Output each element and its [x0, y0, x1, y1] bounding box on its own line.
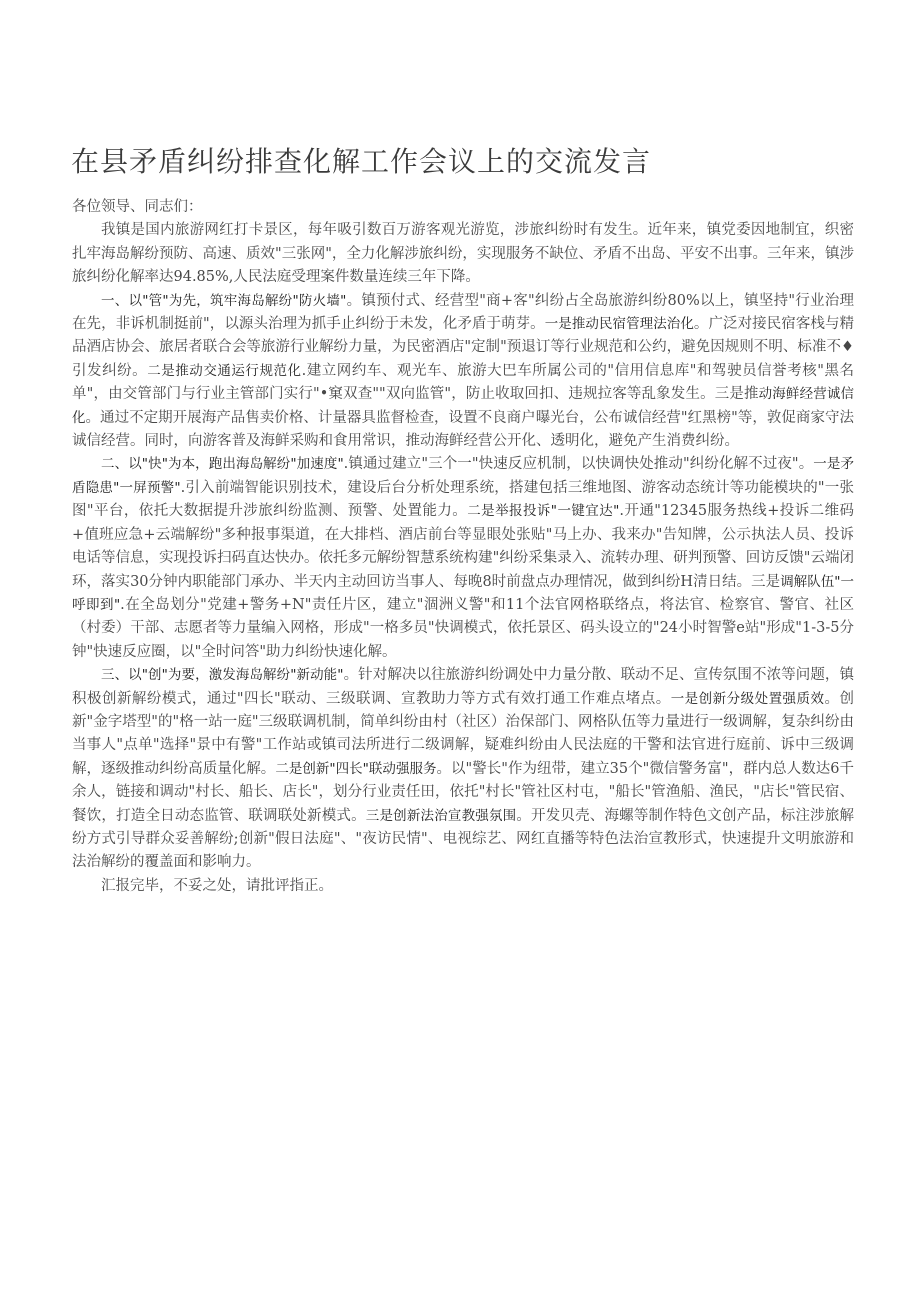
- section-2-heading: 二、以"快"为本，跑出海岛解纷"加速度": [101, 456, 344, 473]
- section-2-point-3: 调解队伍"一呼即到": [72, 573, 854, 613]
- document-body: [72, 196, 854, 898]
- section-3-text-4: 。开发贝壳、海螺等制作特色文创产品，标注涉旅解纷方式引导群众妥善解纷;创新"假日法庭"、"夜访民情"、电视综艺、网红直播等特色法治宣教形式，快速提升文明旅游和法治解纷的覆盖面和影响力。: [72, 807, 855, 871]
- document-title: 在县矛盾纠纷排查化解工作会议上的交流发言: [71, 145, 652, 178]
- section-1-point-3: 动海鲜经营诚信化: [72, 386, 854, 426]
- salutation: 各位领导、同志们：: [72, 199, 203, 215]
- section-1-point-1: 一是推动民宿管理法治化: [544, 316, 694, 333]
- section-3-text-3: 。以"警长"作为纽带，建立35个"微信警务富"，群内总人数达6千余人，链接和调动"村长、船长、店长"，划分行业责任田，依托"村长"管社区村屯，"船长"管渔船、渔民，"店长"管民宿、餐饮，打造全日动态监管、联调联处新模式。: [72, 760, 855, 824]
- section-3-point-2: 二是创新"四长"联动强服务: [275, 760, 437, 777]
- section-3-text-1: 。针对解决以往旅游纠纷调处中力量分散、联动不足、宣传氛围不浓等问题，镇积极创新解纷模式，通过"四长"联动、三级联调、宣教助力等方式有效打通工作难点堵点。: [72, 667, 854, 707]
- section-1-text-1: 。镇预付式、经营型"商+客"纠纷占全岛旅游纠纷80%以上，镇坚持"行业治理在先，非诉机制挺前"，以源头治理为抓手止纠纷于未发，化矛盾于萌芽。: [72, 292, 855, 333]
- section-2-text-1: .镇通过建立"三个一"快速反应机制，以快调快处推动"纠纷化解不过夜"。: [343, 456, 814, 473]
- section-2-point-1: 一是矛盾隐患"一屏预警": [72, 456, 854, 496]
- section-3-heading: 三、以"创"为要，激发海岛解纷"新动能": [101, 667, 344, 684]
- section-1-text-2: 。广泛对接民宿客栈与精品酒店协会、旅居者联合会等旅游行业解纷力量，为民密酒店"定制"预退订等行业规范和公约，避免因规则不明、标准不♦引发纠纷。: [72, 316, 855, 379]
- section-2-text-3: .开通"12345服务热线+投诉二维码+值班应急+云端解纷"多种报事渠道，在大排档、酒店前台等显眼处张贴"马上办、我来办"告知牌，公示执法人员、投诉电话等信息，实现投诉扫码直达快办。依托多元解纷智慧系统构建"纠纷采集录入、流转办理、研判预警、回访反馈"云端闭环，落实30分钟内职能部门承办、半天内主动回访当事人、每晚8时前盘点办理情况，做到纠纷H清日结。三是: [72, 503, 854, 590]
- closing-paragraph: 汇报完毕，不妥之处，请批评指正。: [101, 877, 333, 894]
- section-2-text-2: .引入前端智能识别技术，建设后台分析处理系统，搭建包括三维地图、游客动态统计等功能模块的"一张图"平台，依托大数据提升涉旅纠纷监测、预警、处置能力。: [72, 479, 854, 520]
- section-1-heading: 一、以"管"为先，筑牢海岛解纷"防火墙": [101, 292, 347, 309]
- section-2-point-2: 二是举报投诉"一键宜达": [467, 503, 620, 520]
- section-2-paragraph: [72, 453, 854, 664]
- section-1-text-3: .建立网约车、观光车、旅游大巴车所属公司的"信用信息库"和驾驶员信誉考核"黑名单"，由交管部门与行业主管部门实行"•窠双查""双向监管"，防止收取回扣、违规拉客等乱象发生。三是推: [72, 362, 855, 403]
- section-3-text-2: 。创新"金字塔型"的"格一站一庭"三级联调机制，简单纠纷由村（社区）治保部门、网格队伍等力量进行一级调解，复杂纠纷由当事人"点单"选择"景中有警"工作站或镇司法所进行二级调解，疑难纠纷由人民法庭的干警和法官进行庭前、诉中三级调解，逐级推动纠纷高质量化解。: [72, 690, 855, 777]
- section-1-point-2: 二是推动交通运行规范化: [147, 362, 302, 379]
- section-1-paragraph: [72, 290, 854, 454]
- section-1-text-4: 。通过不定期开展海产品售卖价格、计量器具监督检查，设置不良商户曝光台，公布诚信经营"红黑榜"等，敦促商家守法诚信经营。同时，向游客普及海鲜采购和食用常识，推动海鲜经营公开化、透明化，避免产生消费纠纷。: [72, 409, 855, 450]
- section-3-point-3: 三是创新法治宣教强氛围: [365, 807, 517, 824]
- section-3-paragraph: [72, 664, 854, 875]
- section-2-text-4: .在全岛划分"党建+警务+N"责任片区，建立"涸洲义警"和11个法官网格联络点，将法官、检察官、警官、社区（村委）干部、志愿者等力量编入网格，形成"一格多员"快调模式，依托景区、码头设立的"24小时智警e站"形成"1-3-5分钟"快速反应圈，以"全时问答"助力纠纷快速化解。: [72, 596, 854, 660]
- section-3-point-1: 一是创新分级处置强质效: [670, 690, 825, 707]
- intro-paragraph: 我镇是国内旅游网红打卡景区，每年吸引数百万游客观光游览，涉旅纠纷时有发生。近年来，镇党委因地制宜，织密扎牢海岛解纷预防、高速、质效"三张网"，全力化解涉旅纠纷，实现服务不缺位、矛盾不出岛、平安不出事。三年来，镇涉旅纠纷化解率达94.85%,人民法庭受理案件数量连续三年下降。: [72, 222, 854, 286]
